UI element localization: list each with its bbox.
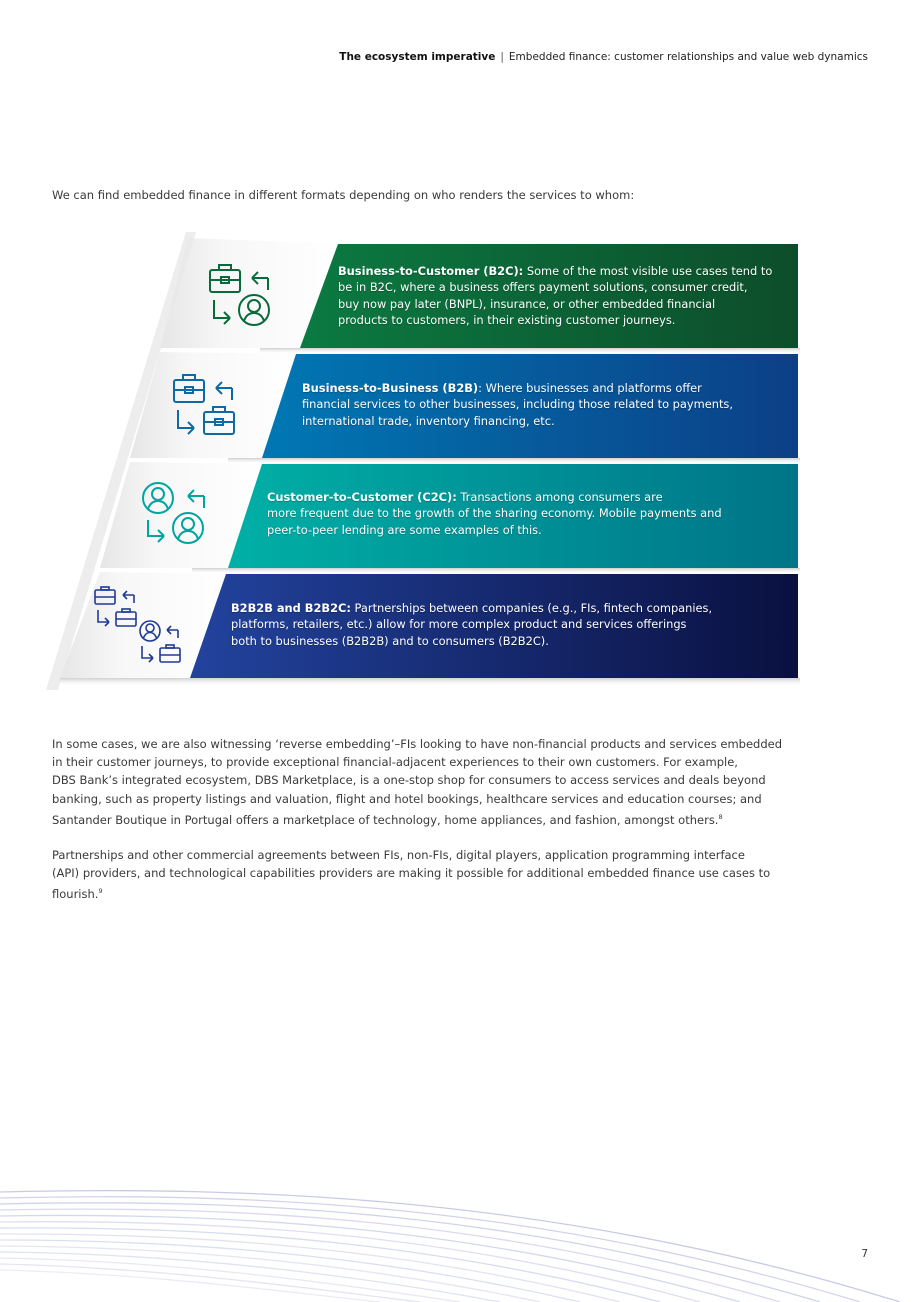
band-c2c-line-1: Transactions among consumers are	[456, 490, 663, 504]
paragraph1-line-2: in their customer journeys, to provide exceptional financial-adjacent experiences to their own customers. For example,	[52, 755, 738, 770]
band-b2b2b-line-1: Partnerships between companies (e.g., FIs, fintech companies,	[350, 601, 713, 615]
paragraph2-line-3: flourish.	[52, 887, 99, 902]
band-b2b-title: Business-to-Business (B2B)	[302, 381, 479, 395]
band-b2b-text	[302, 380, 782, 429]
decorative-wave-lines	[0, 1170, 920, 1302]
paragraph-partnerships	[52, 846, 812, 904]
band-c2c-line-3: peer-to-peer lending are some examples of this.	[267, 522, 542, 537]
paragraph1-line-5: Santander Boutique in Portugal offers a marketplace of technology, home appliances, and fashion, amongst others.	[52, 812, 719, 827]
customer-to-customer-icon	[140, 480, 210, 550]
footnote-8: 8	[718, 812, 723, 821]
intro-text: We can find embedded finance in different formats depending on who renders the services to whom:	[52, 188, 635, 202]
band-b2c-text	[338, 263, 788, 329]
band-b2b2b-line-2: platforms, retailers, etc.) allow for more complex product and services offerings	[231, 617, 687, 632]
embedded-finance-diagram	[0, 230, 920, 700]
paragraph2-line-2: (API) providers, and technological capabilities providers are making it possible for additional embedded finance use cases to	[52, 866, 771, 881]
business-to-business-icon	[170, 372, 240, 442]
band-b2c-line-3: buy now pay later (BNPL), insurance, or other embedded financial	[338, 296, 716, 311]
page-header	[339, 51, 868, 63]
business-to-customer-icon	[206, 262, 276, 332]
paragraph2-line-1: Partnerships and other commercial agreements between FIs, non-FIs, digital players, application programming interface	[52, 848, 745, 862]
band-b2b-line-2: financial services to other businesses, including those related to payments,	[302, 397, 733, 412]
band-b2b-line-1: : Where businesses and platforms offer	[478, 381, 702, 395]
band-b2b2b-line-3: both to businesses (B2B2B) and to consumers (B2B2C).	[231, 633, 549, 648]
band-shadow-2	[228, 458, 800, 464]
band-b2c-line-1: Some of the most visible use cases tend to	[523, 264, 773, 278]
band-shadow-1	[260, 348, 800, 354]
b2b2b-b2b2c-icon	[92, 584, 188, 668]
paragraph-reverse-embedding	[52, 735, 812, 829]
band-c2c-title: Customer-to-Customer (C2C):	[267, 490, 457, 504]
page-number: 7	[861, 1248, 868, 1260]
header-separator: |	[500, 51, 504, 63]
band-b2c-title: Business-to-Customer (B2C):	[338, 264, 524, 278]
band-c2c-line-2: more frequent due to the growth of the sharing economy. Mobile payments and	[267, 506, 722, 521]
paragraph1-line-1: In some cases, we are also witnessing ‘reverse embedding’–FIs looking to have non-financial products and services embedded	[52, 737, 782, 751]
paragraph1-line-3: DBS Bank’s integrated ecosystem, DBS Marketplace, is a one-stop shop for consumers to access services and deals beyond	[52, 773, 766, 788]
band-c2c-text	[267, 489, 767, 538]
header-section: The ecosystem imperative	[339, 51, 496, 63]
band-b2c-line-2: be in B2C, where a business offers payment solutions, consumer credit,	[338, 280, 748, 295]
band-b2b2b-title: B2B2B and B2B2C:	[231, 601, 351, 615]
paragraph1-line-4: banking, such as property listings and valuation, flight and hotel bookings, healthcare services and education courses; and	[52, 791, 762, 806]
band-b2b-line-3: international trade, inventory financing, etc.	[302, 413, 555, 428]
header-subtitle: Embedded finance: customer relationships and value web dynamics	[508, 51, 868, 63]
band-b2c-line-4: products to customers, in their existing customer journeys.	[338, 313, 676, 328]
footnote-9: 9	[98, 887, 103, 896]
band-shadow-3	[192, 568, 800, 574]
band-b2b2b-text	[231, 600, 771, 649]
band-shadow-4	[60, 678, 800, 686]
